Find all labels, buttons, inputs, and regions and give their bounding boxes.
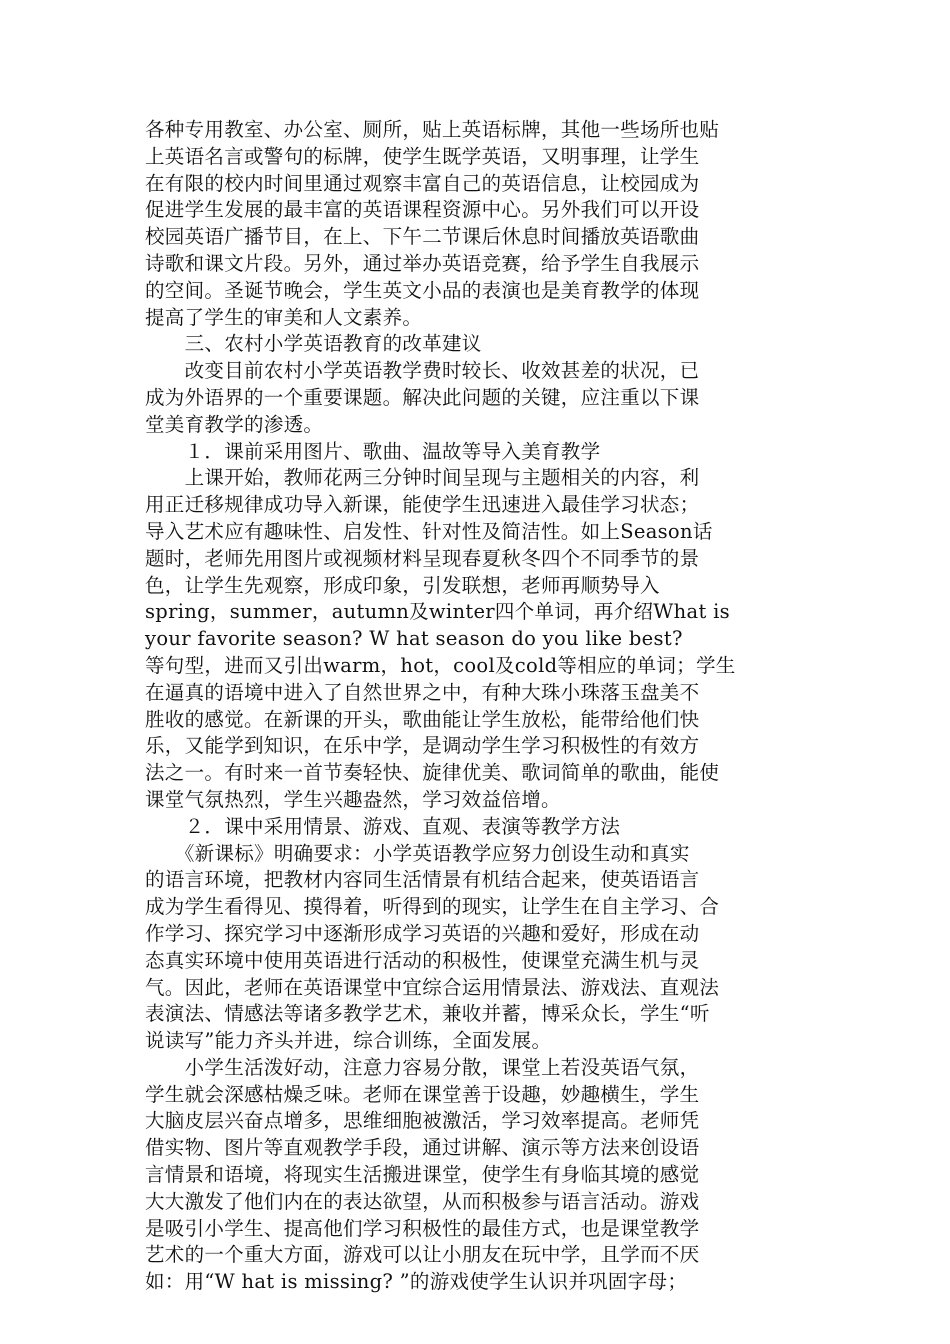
- text-line: 小学生活泼好动，注意力容易分散，课堂上若没英语气氛，: [145, 1055, 700, 1079]
- text-line: 是吸引小学生、提高他们学习积极性的最佳方式，也是课堂教学: [145, 1216, 700, 1240]
- text-line: 的语言环境，把教材内容同生活情景有机结合起来，使英语语言: [145, 868, 700, 892]
- text-line: 学生就会深感枯燥乏味。老师在课堂善于设趣，妙趣横生，学生: [145, 1082, 700, 1106]
- text-line: 气。因此，老师在英语课堂中宜综合运用情景法、游戏法、直观法: [145, 975, 720, 999]
- text-line: 大脑皮层兴奋点增多，思维细胞被激活，学习效率提高。老师凭: [145, 1109, 700, 1133]
- text-line: 如：用“W hat is missing? ”的游戏使学生认识并巩固字母；: [145, 1270, 688, 1294]
- text-line: 用正迁移规律成功导入新课，能使学生迅速进入最佳学习状态；: [145, 493, 700, 517]
- text-line: 改变目前农村小学英语教学费时较长、收效甚差的状况，已: [145, 359, 700, 383]
- text-line: 说读写”能力齐头并进，综合训练，全面发展。: [145, 1029, 552, 1053]
- text-line: 法之一。有时来一首节奏轻快、旋律优美、歌词简单的歌曲，能使: [145, 761, 720, 785]
- text-line: 作学习、探究学习中逐渐形成学习英语的兴趣和爱好，形成在动: [145, 921, 700, 945]
- text-line: 胜收的感觉。在新课的开头，歌曲能让学生放松，能带给他们快: [145, 707, 700, 731]
- text-line: 乐，又能学到知识，在乐中学，是调动学生学习积极性的有效方: [145, 734, 700, 758]
- text-line: 在有限的校内时间里通过观察丰富自己的英语信息，让校园成为: [145, 171, 700, 195]
- section-heading: 三、农村小学英语教育的改革建议: [145, 332, 482, 356]
- text-line: 诗歌和课文片段。另外，通过举办英语竞赛，给予学生自我展示: [145, 251, 700, 275]
- text-line: 成为外语界的一个重要课题。解决此问题的关键，应注重以下课: [145, 385, 700, 409]
- text-line: 成为学生看得见、摸得着，听得到的现实，让学生在自主学习、合: [145, 895, 720, 919]
- text-line: 题时，老师先用图片或视频材料呈现春夏秋冬四个不同季节的景: [145, 546, 700, 570]
- text-line: 态真实环境中使用英语进行活动的积极性，使课堂充满生机与灵: [145, 948, 700, 972]
- text-line: 导入艺术应有趣味性、启发性、针对性及简洁性。如上Season话: [145, 519, 713, 543]
- subsection-heading: １．课前采用图片、歌曲、温故等导入美育教学: [145, 439, 601, 463]
- text-line: 促进学生发展的最丰富的英语课程资源中心。另外我们可以开设: [145, 198, 700, 222]
- text-line: 借实物、图片等直观教学手段，通过讲解、演示等方法来创设语: [145, 1136, 700, 1160]
- body-text: [145, 117, 815, 1296]
- text-line: 堂美育教学的渗透。: [145, 412, 324, 436]
- text-line: 表演法、情感法等诸多教学艺术，兼收并蓄，博采众长，学生“听: [145, 1002, 710, 1026]
- text-line: 《新课标》明确要求：小学英语教学应努力创设生动和真实: [145, 841, 690, 865]
- text-line: 上课开始，教师花两三分钟时间呈现与主题相关的内容，利: [145, 466, 700, 490]
- text-line: 校园英语广播节目，在上、下午二节课后休息时间播放英语歌曲: [145, 225, 700, 249]
- text-line: 大大激发了他们内在的表达欲望，从而积极参与语言活动。游戏: [145, 1189, 700, 1213]
- text-line: 色，让学生先观察，形成印象，引发联想，老师再顺势导入: [145, 573, 660, 597]
- text-line: 艺术的一个重大方面，游戏可以让小朋友在玩中学，且学而不厌: [145, 1243, 700, 1267]
- text-line: 上英语名言或警句的标牌，使学生既学英语，又明事理，让学生: [145, 144, 700, 168]
- subsection-heading: ２．课中采用情景、游戏、直观、表演等教学方法: [145, 814, 621, 838]
- text-line: 提高了学生的审美和人文素养。: [145, 305, 423, 329]
- text-line: 在逼真的语境中进入了自然世界之中，有种大珠小珠落玉盘美不: [145, 680, 700, 704]
- text-line: 课堂气氛热烈，学生兴趣盎然，学习效益倍增。: [145, 787, 561, 811]
- text-line: your favorite season? W hat season do you like best?: [145, 627, 683, 651]
- text-line: 各种专用教室、办公室、厕所，贴上英语标牌，其他一些场所也贴: [145, 118, 720, 141]
- text-line: 等句型，进而又引出warm，hot，cool及cold等相应的单词；学生: [145, 653, 736, 677]
- text-line: 的空间。圣诞节晚会，学生英文小品的表演也是美育教学的体现: [145, 278, 700, 302]
- text-line: spring，summer，autumn及winter四个单词，再介绍What is: [145, 600, 730, 624]
- text-line: 言情景和语境，将现实生活搬进课堂，使学生有身临其境的感觉: [145, 1163, 700, 1187]
